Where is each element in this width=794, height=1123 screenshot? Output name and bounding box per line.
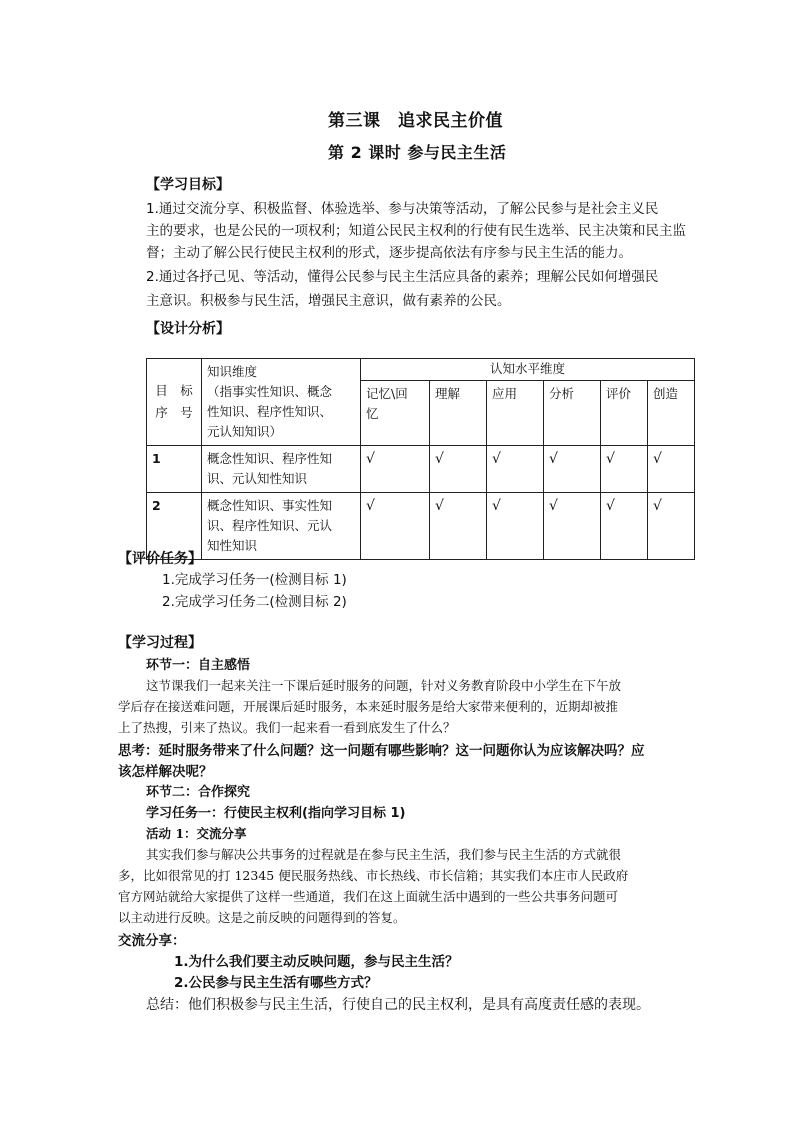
- process-heading: 【学习过程】: [118, 635, 202, 651]
- check-mark: √: [430, 446, 487, 493]
- row-id: 1: [147, 446, 202, 493]
- check-mark: √: [601, 446, 648, 493]
- level-header: 记忆\回 忆: [361, 381, 430, 446]
- goal-2-line-a: 2.通过各抒己见、等活动，懂得公民参与民主生活应具备的素养；理解公民如何增强民: [146, 269, 659, 285]
- step-1-para: 上了热搜，引来了热议。我们一起来看一看到底发生了什么？: [118, 720, 456, 735]
- step-2-heading: 环节二：合作探究: [146, 785, 251, 800]
- goal-2-line-b: 主意识。积极参与民生活，增强民主意识，做有素养的公民。: [146, 293, 511, 309]
- check-mark: √: [361, 493, 430, 560]
- think-question: 思考：延时服务带来了什么问题？这一问题有哪些影响？这一问题你认为应该解决吗？应: [118, 743, 645, 759]
- lesson-title: 第三课 追求民主价值: [328, 111, 503, 131]
- activity-para: 多，比如很常见的打 12345 便民服务热线、市长热线、市长信箱；其实我们本庄市人民政府: [118, 868, 629, 883]
- check-mark: √: [648, 446, 695, 493]
- cognitive-col-header: 认知水平维度: [361, 359, 695, 381]
- summary: 总结：他们积极参与民主生活，行使自己的民主权利，是具有高度责任感的表现。: [146, 997, 650, 1013]
- activity-para: 其实我们参与解决公共事务的过程就是在参与民主生活，我们参与民主生活的方式就很: [146, 847, 622, 862]
- activity-para: 以主动进行反映。这是之前反映的问题得到的答复。: [118, 910, 406, 925]
- check-mark: √: [487, 493, 544, 560]
- goal-1-line-a: 1.通过交流分享、积极监督、体验选举、参与决策等活动，了解公民参与是社会主义民: [146, 201, 659, 217]
- level-header: 理解: [430, 381, 487, 446]
- step-1-para: 这节课我们一起来关注一下课后延时服务的问题，针对义务教育阶段中小学生在下午放: [146, 678, 622, 693]
- check-mark: √: [544, 446, 601, 493]
- step-1-heading: 环节一：自主感悟: [146, 658, 251, 673]
- activity-para: 官方网站就给大家提供了这样一些通道，我们在这上面就生活中遇到的一些公共事务问题可: [118, 889, 619, 904]
- row-knowledge: 概念性知识、事实性知 识、程序性知识、元认 知性知识: [202, 493, 361, 560]
- level-header: 评价: [601, 381, 648, 446]
- level-header: 创造: [648, 381, 695, 446]
- check-mark: √: [544, 493, 601, 560]
- design-table: [146, 358, 695, 560]
- task-1-heading: 学习任务一：行使民主权利(指向学习目标 1): [146, 806, 406, 821]
- goals-heading: 【学习目标】: [146, 177, 230, 193]
- check-mark: √: [601, 493, 648, 560]
- goal-1-line-c: 督；主动了解公民行使民主权利的形式，逐步提高依法有序参与民主生活的能力。: [146, 245, 632, 261]
- check-mark: √: [430, 493, 487, 560]
- check-mark: √: [648, 493, 695, 560]
- check-mark: √: [361, 446, 430, 493]
- design-heading: 【设计分析】: [146, 321, 230, 337]
- check-mark: √: [487, 446, 544, 493]
- level-header: 应用: [487, 381, 544, 446]
- share-question-2: 2.公民参与民主生活有哪些方式？: [174, 975, 378, 991]
- goal-1-line-b: 主的要求，也是公民的一项权利；知道公民民主权利的行使有民生选举、民主决策和民主监: [146, 223, 686, 239]
- goal-col-header: 目 标 序 号: [147, 359, 202, 446]
- think-question: 该怎样解决呢？: [118, 764, 213, 780]
- eval-heading: 【评价任务】: [118, 551, 202, 567]
- row-id: 2: [147, 493, 202, 560]
- eval-item-2: 2.完成学习任务二(检测目标 2): [162, 594, 347, 610]
- share-label: 交流分享：: [118, 933, 186, 949]
- row-knowledge: 概念性知识、程序性知 识、元认知性知识: [202, 446, 361, 493]
- eval-item-1: 1.完成学习任务一(检测目标 1): [162, 572, 347, 588]
- activity-1-heading: 活动 1：交流分享: [146, 826, 247, 841]
- level-header: 分析: [544, 381, 601, 446]
- knowledge-col-header: 知识维度 （指事实性知识、概念 性知识、程序性知识、 元认知知识）: [202, 359, 361, 446]
- step-1-para: 学后存在接送难问题，开展课后延时服务，本来延时服务是给大家带来便利的，近期却被推: [118, 699, 619, 714]
- share-question-1: 1.为什么我们要主动反映问题，参与民主生活？: [174, 954, 459, 970]
- lesson-subtitle: 第 2 课时 参与民主生活: [328, 143, 507, 162]
